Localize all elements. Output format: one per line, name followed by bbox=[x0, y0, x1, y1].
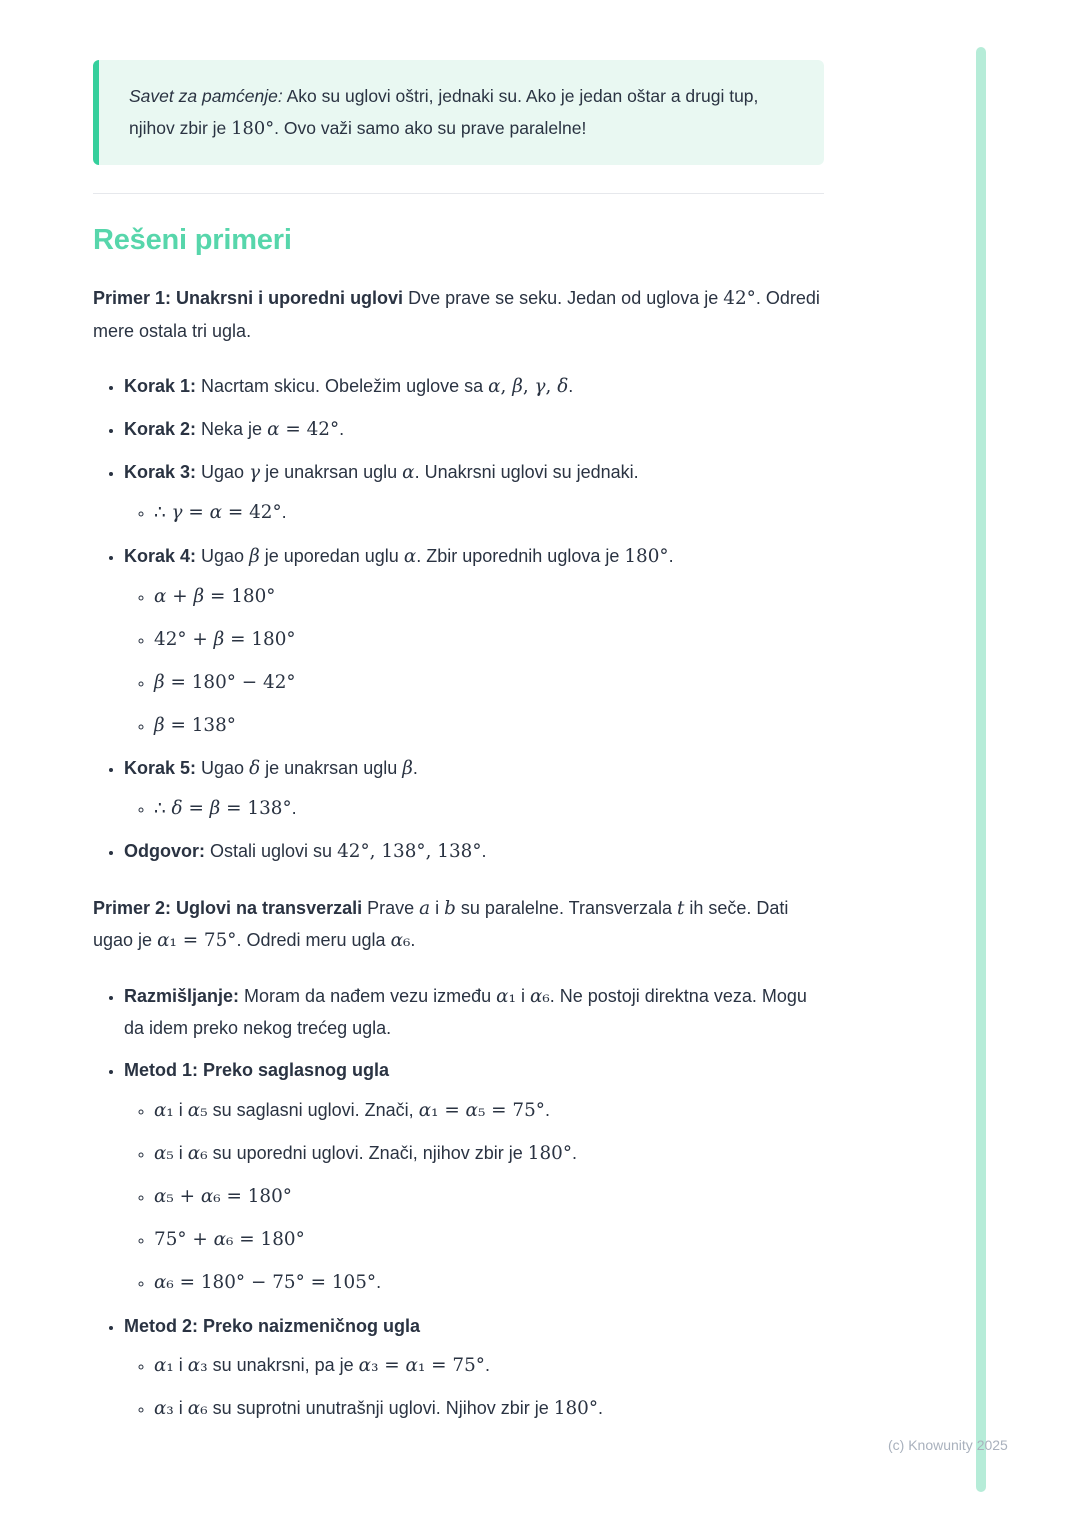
list-item bbox=[124, 1311, 824, 1426]
text-segment: . bbox=[412, 758, 418, 779]
text-segment: Neka je bbox=[196, 419, 268, 440]
text-segment: je unakrsan uglu bbox=[260, 462, 403, 483]
math-segment: a bbox=[419, 897, 431, 919]
primer2-items-list bbox=[93, 981, 824, 1426]
text-segment: Moram da nađem vezu između bbox=[239, 985, 497, 1006]
list-item-text bbox=[124, 841, 487, 861]
math-segment: α, β, γ, δ bbox=[488, 376, 569, 397]
list-item-text bbox=[124, 986, 807, 1038]
math-segment: α₁ bbox=[496, 985, 516, 1007]
text-segment: i bbox=[515, 985, 530, 1006]
text-segment: . bbox=[410, 929, 416, 950]
sub-list-item bbox=[154, 793, 824, 825]
math-segment: ∴ δ = β = 138° bbox=[154, 798, 292, 820]
sub-list-item bbox=[154, 710, 824, 742]
text-segment: Ako su uglovi oštri, jednaki su. Ako je jedan oštar a drugi tup, njihov zbir je bbox=[129, 86, 759, 139]
text-segment: su suprotni unutrašnji uglovi. Njihov zbir je bbox=[207, 1398, 554, 1419]
text-segment: Dve prave se seku. Jedan od uglova je bbox=[403, 288, 724, 309]
math-segment: α₆ bbox=[187, 1398, 208, 1420]
math-segment: α bbox=[402, 462, 415, 484]
bold-segment: Korak 5: bbox=[124, 758, 197, 779]
math-segment: 42°, 138°, 138° bbox=[337, 841, 482, 863]
math-segment: δ bbox=[249, 758, 261, 780]
math-segment: α₃ bbox=[187, 1355, 208, 1376]
text-segment: . Zbir uporednih uglova je bbox=[416, 545, 625, 566]
list-item bbox=[124, 414, 824, 446]
text-segment: . bbox=[598, 1398, 604, 1419]
math-segment: α₅ bbox=[154, 1143, 174, 1164]
text-segment: . bbox=[568, 376, 574, 396]
text-segment: su uporedni uglovi. Znači, njihov zbir je bbox=[207, 1143, 528, 1163]
scrollbar[interactable] bbox=[976, 47, 986, 1492]
sub-list-item bbox=[154, 581, 824, 613]
text-segment: ih seče. Dati ugao je bbox=[93, 897, 789, 950]
math-segment: β = 138° bbox=[154, 715, 236, 736]
list-item-text bbox=[124, 546, 674, 566]
list-item bbox=[124, 981, 824, 1045]
math-segment: α₅ bbox=[187, 1099, 208, 1121]
bold-segment: Korak 1: bbox=[124, 376, 197, 396]
sub-list-item bbox=[154, 1267, 824, 1299]
text-segment: Prave bbox=[362, 897, 420, 918]
math-segment: 42° bbox=[723, 288, 756, 310]
math-segment: α₁ = 75° bbox=[157, 929, 237, 951]
list-item-text bbox=[124, 758, 418, 778]
text-segment: i bbox=[173, 1398, 188, 1419]
text-segment: su saglasni uglovi. Znači, bbox=[207, 1099, 419, 1120]
sub-list-item bbox=[154, 1095, 824, 1127]
sub-list-item bbox=[154, 497, 824, 529]
math-segment: t bbox=[677, 897, 685, 919]
text-segment: . Odredi mere ostala tri ugla. bbox=[93, 288, 820, 341]
text-segment: . Ovo važi samo ako su prave paralelne! bbox=[274, 118, 587, 139]
sub-list bbox=[124, 793, 824, 825]
sub-list-item bbox=[154, 1393, 824, 1425]
math-segment: α bbox=[403, 545, 417, 567]
math-segment: 180° bbox=[527, 1143, 572, 1164]
text-segment: Ostali uglovi su bbox=[205, 841, 338, 862]
text-segment: . bbox=[544, 1099, 550, 1120]
bold-segment: Metod 2: Preko naizmeničnog ugla bbox=[124, 1315, 421, 1336]
math-segment: α₁ bbox=[154, 1099, 174, 1121]
list-item bbox=[124, 457, 824, 529]
sub-list-item bbox=[154, 1350, 824, 1382]
math-segment: α₆ = 180° − 75° = 105° bbox=[154, 1272, 377, 1294]
text-segment: . bbox=[484, 1355, 490, 1375]
list-item-text bbox=[124, 419, 344, 439]
bold-segment: Metod 1: Preko saglasnog ugla bbox=[124, 1060, 390, 1081]
math-segment: α = 42° bbox=[267, 419, 340, 441]
sub-list-item bbox=[154, 1181, 824, 1213]
bold-segment: Primer 2: Uglovi na transverzali bbox=[93, 897, 363, 918]
section-divider bbox=[93, 193, 824, 194]
text-segment: i bbox=[173, 1143, 188, 1163]
math-segment: 180° bbox=[231, 118, 275, 140]
tip-text bbox=[129, 86, 758, 138]
sub-list-item bbox=[154, 1138, 824, 1170]
math-segment: α₁ bbox=[154, 1355, 174, 1376]
copyright-footer: (c) Knowunity 2025 bbox=[888, 1437, 1008, 1453]
bold-segment: Odgovor: bbox=[124, 841, 205, 862]
text-segment: su paralelne. Transverzala bbox=[455, 897, 677, 918]
sub-list-item bbox=[154, 667, 824, 699]
list-item-text bbox=[124, 462, 639, 482]
text-segment: . bbox=[481, 841, 487, 862]
italic-segment: Savet za pamćenje: bbox=[129, 86, 283, 106]
math-segment: 42° + β = 180° bbox=[154, 628, 296, 650]
math-segment: β bbox=[249, 545, 260, 567]
text-segment: . bbox=[572, 1143, 578, 1163]
math-segment: α₆ bbox=[390, 929, 411, 951]
text-segment: . bbox=[291, 798, 297, 819]
text-segment: Nacrtam skicu. Obeležim uglove sa bbox=[196, 376, 489, 396]
math-segment: γ bbox=[249, 462, 261, 484]
list-item bbox=[124, 541, 824, 743]
list-item bbox=[124, 753, 824, 825]
list-item bbox=[124, 1055, 824, 1299]
section-heading: Rešeni primeri bbox=[93, 224, 292, 257]
primer1-steps-list bbox=[93, 371, 824, 869]
text-segment: . bbox=[281, 502, 287, 523]
text-segment: . bbox=[668, 545, 674, 566]
text-segment: je unakrsan uglu bbox=[260, 758, 403, 779]
text-segment: i bbox=[173, 1355, 188, 1375]
math-segment: α₅ + α₆ = 180° bbox=[154, 1186, 292, 1208]
sub-list bbox=[124, 1095, 824, 1300]
text-segment: . bbox=[376, 1272, 382, 1293]
math-segment: α₆ bbox=[529, 985, 550, 1007]
sub-list bbox=[124, 497, 824, 529]
math-segment: ∴ γ = α = 42° bbox=[154, 502, 282, 524]
math-segment: 180° bbox=[624, 545, 669, 567]
primer1-intro bbox=[93, 283, 824, 347]
math-segment: 75° + α₆ = 180° bbox=[154, 1229, 305, 1251]
sub-list-item bbox=[154, 1224, 824, 1256]
text-segment: Ugao bbox=[196, 545, 250, 566]
math-segment: b bbox=[444, 897, 456, 919]
bold-segment: Primer 1: Unakrsni i uporedni uglovi bbox=[93, 288, 404, 309]
text-segment: je uporedan uglu bbox=[259, 545, 404, 566]
text-segment: i bbox=[173, 1099, 188, 1120]
list-item-text bbox=[124, 1060, 389, 1080]
math-segment: β = 180° − 42° bbox=[154, 671, 296, 693]
list-item bbox=[124, 371, 824, 403]
math-segment: β bbox=[402, 758, 413, 780]
text-segment: . Ne postoji direktna veza. Mogu da idem preko nekog trećeg ugla. bbox=[124, 985, 807, 1038]
math-segment: α₆ bbox=[187, 1143, 208, 1164]
math-segment: α + β = 180° bbox=[154, 585, 276, 607]
list-item-text bbox=[124, 1316, 420, 1336]
math-segment: α₃ = α₁ = 75° bbox=[358, 1355, 485, 1376]
text-segment: Ugao bbox=[196, 462, 250, 483]
document-content bbox=[93, 60, 824, 1449]
text-segment: su unakrsni, pa je bbox=[207, 1355, 359, 1375]
primer2-intro bbox=[93, 893, 824, 957]
list-item bbox=[124, 836, 824, 868]
text-segment: i bbox=[430, 897, 445, 918]
bold-segment: Razmišljanje: bbox=[124, 985, 240, 1006]
math-segment: 180° bbox=[553, 1398, 598, 1420]
math-segment: α₃ bbox=[154, 1398, 174, 1420]
text-segment: . Odredi meru ugla bbox=[236, 929, 391, 950]
bold-segment: Korak 3: bbox=[124, 462, 197, 483]
bold-segment: Korak 2: bbox=[124, 419, 197, 440]
math-segment: α₁ = α₅ = 75° bbox=[418, 1099, 545, 1121]
text-segment: . Unakrsni uglovi su jednaki. bbox=[414, 462, 639, 483]
text-segment: . bbox=[339, 419, 345, 440]
text-segment: Ugao bbox=[196, 758, 250, 779]
sub-list bbox=[124, 1350, 824, 1425]
list-item-text bbox=[124, 376, 573, 396]
sub-list-item bbox=[154, 624, 824, 656]
bold-segment: Korak 4: bbox=[124, 545, 197, 566]
tip-callout bbox=[93, 60, 824, 165]
sub-list bbox=[124, 581, 824, 743]
